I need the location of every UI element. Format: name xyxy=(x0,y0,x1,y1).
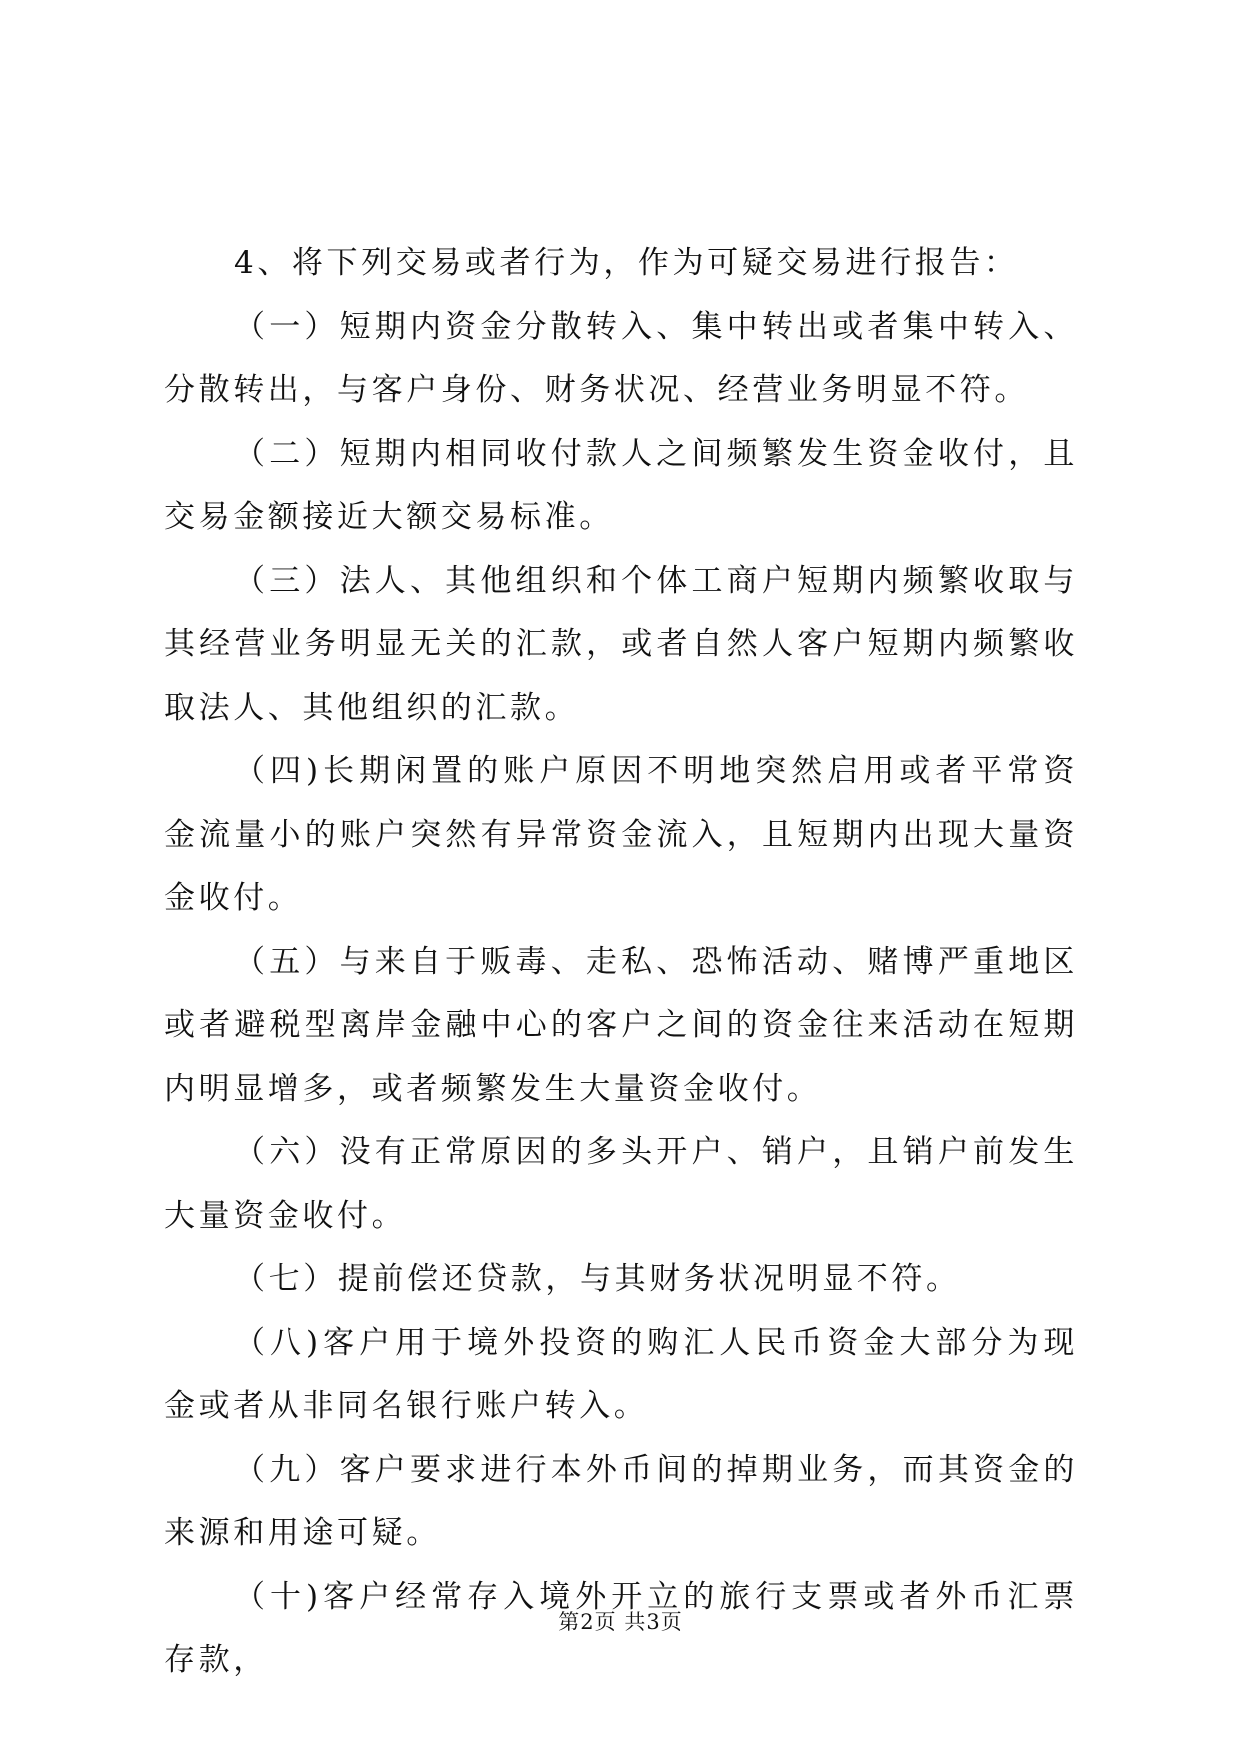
paragraph-item-6: （六）没有正常原因的多头开户、销户，且销户前发生大量资金收付。 xyxy=(164,1134,1078,1234)
paragraph-item-2: （二）短期内相同收付款人之间频繁发生资金收付，且交易金额接近大额交易标准。 xyxy=(164,435,1078,535)
paragraph-item-5: （五）与来自于贩毒、走私、恐怖活动、赌博严重地区或者避税型离岸金融中心的客户之间的资金往来活动在短期内明显增多，或者频繁发生大量资金收付。 xyxy=(164,943,1078,1107)
paragraph-item-7: （七）提前偿还贷款，与其财务状况明显不符。 xyxy=(234,1261,961,1297)
paragraph-item-4: （四)长期闲置的账户原因不明地突然启用或者平常资金流量小的账户突然有异常资金流入，且短期内出现大量资金收付。 xyxy=(164,753,1078,916)
paragraph-item-9: （九）客户要求进行本外币间的掉期业务，而其资金的来源和用途可疑。 xyxy=(164,1451,1078,1551)
document-body xyxy=(164,232,1078,1693)
paragraph-item-8: （八)客户用于境外投资的购汇人民币资金大部分为现金或者从非同名银行账户转入。 xyxy=(164,1324,1078,1424)
paragraph-item-1: （一）短期内资金分散转入、集中转出或者集中转入、分散转出，与客户身份、财务状况、经营业务明显不符。 xyxy=(164,308,1078,408)
paragraph-intro: 4、将下列交易或者行为，作为可疑交易进行报告： xyxy=(234,245,1019,281)
page-footer: 第2页 共3页 xyxy=(558,1610,683,1634)
paragraph-item-3: （三）法人、其他组织和个体工商户短期内频繁收取与其经营业务明显无关的汇款，或者自然人客户短期内频繁收取法人、其他组织的汇款。 xyxy=(164,562,1078,726)
paragraph-item-10: （十)客户经常存入境外开立的旅行支票或者外币汇票存款， xyxy=(164,1578,1078,1678)
